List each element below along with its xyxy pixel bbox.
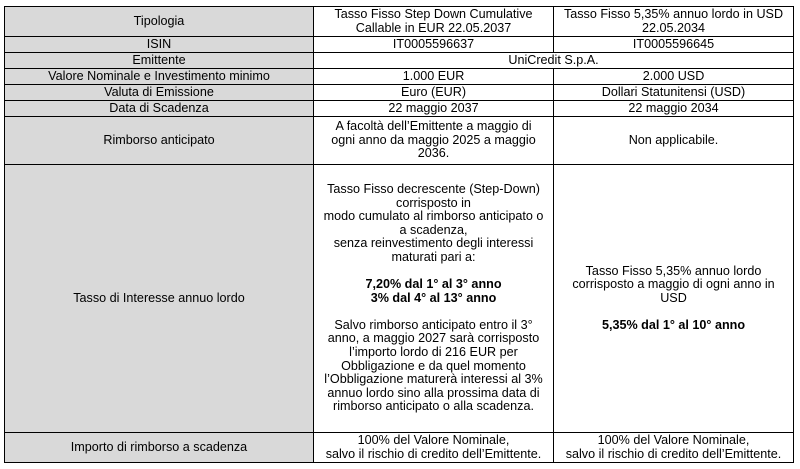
tipologia-usd-line-2: 22.05.2034 [641,20,706,35]
label-valuta: Valuta di Emissione [5,85,314,101]
tasso-eur-intro-2: corrisposto in [396,195,471,210]
tasso-usd [554,165,794,433]
tasso-eur-note-2: anno, a maggio 2027 sarà corrisposto [327,331,540,346]
tasso-eur-note-3: l’importo lordo di 216 EUR per [349,345,518,360]
row-valore-nominale [5,69,794,85]
bond-comparison-table [4,6,794,463]
tasso-eur-note-5: l’Obbligazione maturerà interessi al 3% [324,372,543,387]
row-valuta [5,85,794,101]
tasso-eur-intro-4: a scadenza, [399,222,468,237]
label-tasso: Tasso di Interesse annuo lordo [5,165,314,433]
valuta-eur: Euro (EUR) [314,85,554,101]
row-emittente [5,53,794,69]
tasso-eur [314,165,554,433]
tasso-eur-note-4: Obbligazione e da quel momento [341,358,526,373]
row-isin [5,37,794,53]
label-rimborso-scadenza: Importo di rimborso a scadenza [5,433,314,463]
row-tipologia [5,7,794,37]
rimborso-scadenza-usd-line-1: 100% del Valore Nominale, [597,432,750,447]
tipologia-eur-line-1: Tasso Fisso Step Down Cumulative [334,6,533,21]
tasso-eur-rate-2: 3% dal 4° al 13° anno [370,290,497,305]
rimborso-scadenza-usd-line-2: salvo il rischio di credito dell’Emittente. [565,446,782,461]
isin-eur: IT0005596637 [314,37,554,53]
scadenza-usd: 22 maggio 2034 [554,101,794,117]
valore-nominale-usd: 2.000 USD [554,69,794,85]
rimborso-scadenza-eur-line-1: 100% del Valore Nominale, [357,432,510,447]
rimborso-anticipato-eur-line-2: ogni anno da maggio 2025 a maggio [331,132,536,147]
tipologia-eur-line-2: Callable in EUR 22.05.2037 [355,20,512,35]
emittente-value: UniCredit S.p.A. [314,53,794,69]
rimborso-scadenza-eur-line-2: salvo il rischio di credito dell’Emittente. [325,446,542,461]
spacer [317,265,550,279]
label-isin: ISIN [5,37,314,53]
row-rimborso-anticipato [5,117,794,165]
label-tipologia: Tipologia [5,7,314,37]
rimborso-scadenza-eur [314,433,554,463]
tipologia-usd [554,7,794,37]
label-rimborso-anticipato: Rimborso anticipato [5,117,314,165]
rimborso-anticipato-eur-line-3: 2036. [417,146,450,161]
tipologia-usd-line-1: Tasso Fisso 5,35% annuo lordo in USD [563,6,784,21]
tasso-eur-intro-5: senza reinvestimento degli interessi [333,236,534,251]
label-valore-nominale: Valore Nominale e Investimento minimo [5,69,314,85]
spacer [317,305,550,319]
row-scadenza [5,101,794,117]
tasso-eur-intro-1: Tasso Fisso decrescente (Step-Down) [327,181,540,196]
tasso-eur-note-6: annuo lordo sino alla prossima data di [327,385,540,400]
rimborso-anticipato-eur [314,117,554,165]
tasso-eur-note-1: Salvo rimborso anticipato entro il 3° [334,317,533,332]
label-emittente: Emittente [5,53,314,69]
valuta-usd: Dollari Statunitensi (USD) [554,85,794,101]
valore-nominale-eur: 1.000 EUR [314,69,554,85]
rimborso-anticipato-usd: Non applicabile. [554,117,794,165]
rimborso-anticipato-eur-line-1: A facoltà dell’Emittente a maggio di [335,119,532,134]
scadenza-eur: 22 maggio 2037 [314,101,554,117]
tasso-usd-rate: 5,35% dal 1° al 10° anno [601,317,746,332]
tasso-eur-intro-6: maturati pari a: [391,249,476,264]
tasso-usd-intro-3: USD [660,290,687,305]
tasso-usd-intro-2: corrisposto a maggio di ogni anno in [572,277,775,292]
row-rimborso-scadenza [5,433,794,463]
tasso-eur-intro-3: modo cumulato al rimborso anticipato o [323,209,544,224]
tasso-eur-rate-1: 7,20% dal 1° al 3° anno [365,277,502,292]
row-tasso [5,165,794,433]
tasso-eur-note-7: rimborso anticipato o alla scadenza. [333,399,534,414]
isin-usd: IT0005596645 [554,37,794,53]
rimborso-scadenza-usd [554,433,794,463]
tipologia-eur [314,7,554,37]
label-scadenza: Data di Scadenza [5,101,314,117]
spacer [557,305,790,319]
tasso-usd-intro-1: Tasso Fisso 5,35% annuo lordo [585,263,762,278]
